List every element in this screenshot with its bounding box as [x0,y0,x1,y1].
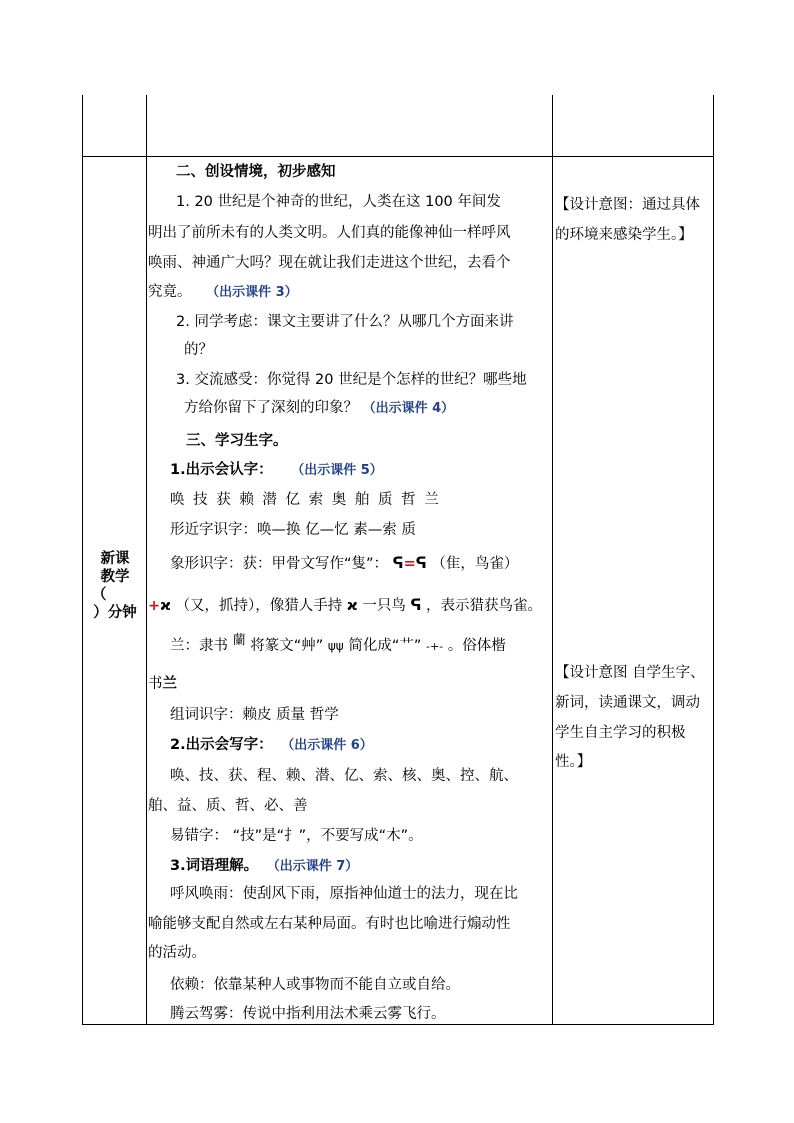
definition-line: 的活动。 [148,945,206,961]
section-label-line: （ [92,587,107,603]
text-span: ，表示猎获鸟雀。 [426,598,543,614]
text-span: 1.出示会认字： [170,462,273,478]
seal-script-glyph: ψψ [327,639,344,653]
design-note-1: 的环境来感染学生。】 [555,227,693,243]
courseware-tag: （出示课件 3） [206,285,298,300]
section-label-line: 教学 [100,569,130,585]
paragraph-line: 1. 20 世纪是个神奇的世纪，人类在这 100 年间发 [176,194,501,210]
section-label [84,550,146,622]
design-note-1: 【设计意图：通过具体 [555,197,700,213]
similar-chars: 形近字识字：唤—换 亿—忆 素—索 质 [170,522,416,538]
section-label-line: 新课 [100,551,130,567]
folk-script-char: 兰 [162,676,177,692]
text-span: 方给你留下了深刻的印象？ [184,400,358,416]
paragraph-line [184,398,454,419]
paragraph-line: 2. 同学考虑：课文主要讲了什么？从哪几个方面来讲 [176,314,514,330]
subsection-title [170,856,358,877]
design-note-2: 学生自主学习的积极 [555,725,686,741]
section-2-title: 二、创设情境，初步感知 [176,164,336,180]
paragraph-line: 的？ [184,342,213,358]
oracle-bird-glyph: ᕋ [410,596,422,614]
oracle-bird-glyph: ᕋ [415,554,427,572]
design-note-2: 新词，读通课文，调动 [555,695,700,711]
pictograph-line [148,595,542,616]
text-span: 一只鸟 [362,598,406,614]
text-span: （隹，鸟雀） [431,556,519,572]
hand-glyph: ϰ [160,598,171,614]
table-right-border [713,95,714,1025]
text-span: 。俗体楷 [447,638,506,654]
section-3-title: 三、学习生字。 [186,433,288,449]
oracle-bird-glyph: ᕋ [392,554,404,572]
text-span: （又，抓持），像猎人手持 [175,598,343,614]
subsection-title [170,460,383,481]
lan-line [148,674,177,694]
clerical-script-glyph: 蘭 [232,633,246,648]
text-span: 2.出示会写字： [170,737,273,753]
text-span: 3.词语理解。 [170,858,259,874]
subsection-title [170,735,373,756]
word-group-line: 组词识字：赖皮 质量 哲学 [170,707,339,723]
paragraph-line: 唤雨、神通广大吗？现在就让我们走进这个世纪，去看个 [148,255,511,271]
text-span: 象形识字：获：甲骨文写作“隻”： [170,556,389,572]
write-chars: 唤、技、获、程、赖、潜、亿、索、核、奥、控、航、 [170,768,518,784]
definition-line: 喻能够支配自然或左右某种局面。有时也比喻进行煽动性 [148,916,511,932]
row-separator [82,156,714,157]
equals-glyph: = [403,556,416,572]
paragraph-line: 明出了前所未有的人类文明。人们真的能像神仙一样呼风 [148,225,511,241]
courseware-tag: （出示课件 5） [291,463,383,478]
table-left-border [82,95,83,1025]
table-bottom-border [82,1024,714,1025]
courseware-tag: （出示课件 6） [281,738,373,753]
plus-glyph: + [148,598,161,614]
paragraph-line [148,282,298,303]
section-label-line: ）分钟 [93,605,137,621]
text-span: 究竟。 [148,284,192,300]
text-span: 简化成“艹” [348,638,422,654]
error-prone-line: 易错字： “技”是“扌”，不要写成“木”。 [170,828,423,844]
lan-line [170,633,506,657]
table-divider-2 [552,95,553,1025]
paragraph-line: 3. 交流感受：你觉得 20 世纪是个怎样的世纪？哪些地 [176,372,527,388]
definition-line: 依赖：依靠某种人或事物而不能自立或自给。 [170,977,460,993]
regular-script-glyph: -+- [425,640,444,653]
hand-glyph: ϰ [346,598,358,614]
design-note-2: 【设计意图 自学生字、 [555,665,705,681]
courseware-tag: （出示课件 4） [362,401,455,416]
write-chars: 舶、益、质、哲、必、善 [148,798,308,814]
recognize-chars: 唤 技 获 赖 潜 亿 索 奥 舶 质 哲 兰 [170,492,441,508]
table-divider-1 [146,95,147,1025]
definition-line: 呼风唤雨：使刮风下雨，原指神仙道士的法力，现在比 [170,886,518,902]
courseware-tag: （出示课件 7） [266,859,359,874]
design-note-2: 性。】 [555,754,592,770]
text-span: 将篆文“艸” [250,638,324,654]
pictograph-line [170,553,518,574]
definition-line: 腾云驾雾：传说中指利用法术乘云雾飞行。 [170,1006,446,1022]
text-span: 兰：隶书 [170,638,228,654]
text-span: 书 [148,676,163,692]
